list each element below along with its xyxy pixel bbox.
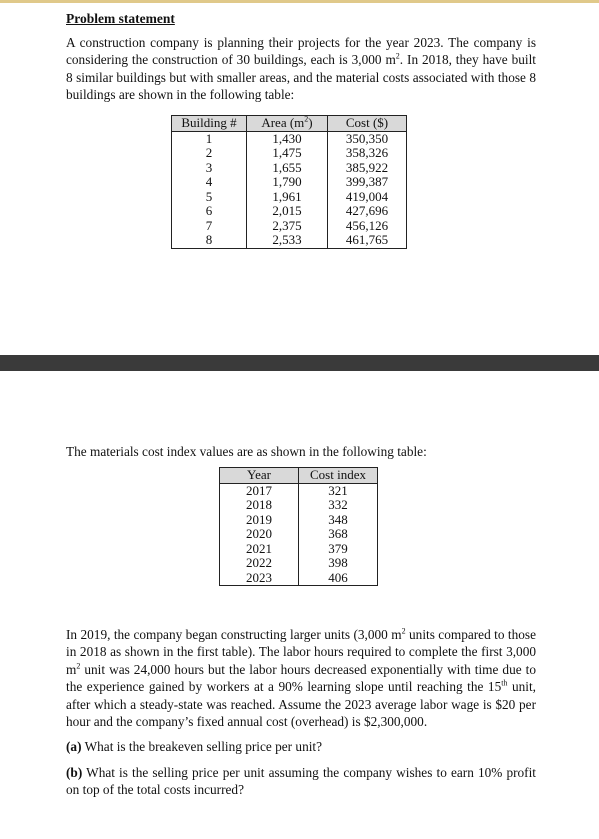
table-cell: 348: [299, 513, 378, 528]
table-cell: 427,696: [328, 204, 407, 219]
table-cell: 4: [172, 175, 247, 190]
intro-text-2: . In 2018, they have built 8 similar buildings but with smaller areas, and the material costs associated with those 8 buildings are shown in the following table:: [66, 52, 536, 103]
table-row: [220, 556, 378, 571]
table-cell: 2018: [220, 498, 299, 513]
table-row: [220, 542, 378, 557]
table-cell: 456,126: [328, 219, 407, 234]
table-cell: 406: [299, 571, 378, 586]
intro-sup-1: 2: [395, 51, 400, 61]
header-cost: Cost ($): [328, 116, 407, 132]
table-cell: 399,387: [328, 175, 407, 190]
table-cell: 8: [172, 233, 247, 248]
table-cell: 1: [172, 131, 247, 146]
table-row: [220, 513, 378, 528]
intro-text-1: A construction company is planning their projects for the year 2023. The company is considering the construction of 30 buildings, each is 3,000 m: [66, 35, 536, 68]
table-row: [172, 131, 407, 146]
table-cell: 2022: [220, 556, 299, 571]
table-row: [220, 483, 378, 498]
labor-paragraph: In 2019, the company began constructing larger units (3,000 $m^2$ units compared to those in 2018 as shown in the first table). The labor hours required to complete the first 3,000 $m^2$ unit was 24,000 hours but the labor hours decreased exponentially with time due to the experience gained by workers at a 90% learning slope until reaching the 15th unit, after which a steady-state was reached. Assume the 2023 average labor wage is $20 per hour and the company’s fixed annual cost (overhead) is $2,300,000.: [66, 626, 536, 730]
header-year: Year: [220, 468, 299, 484]
table-header-row: [172, 116, 407, 132]
cost-index-table: [219, 467, 378, 586]
question-a: (a) What is the breakeven selling price per unit?: [66, 739, 323, 755]
table-cell: 1,430: [247, 131, 328, 146]
table-cell: 321: [299, 483, 378, 498]
table-cell: 2,533: [247, 233, 328, 248]
table-cell: 379: [299, 542, 378, 557]
table-cell: 1,475: [247, 146, 328, 161]
table-row: [172, 204, 407, 219]
table-cell: 368: [299, 527, 378, 542]
table-cell: 2: [172, 146, 247, 161]
header-cost-index: Cost index: [299, 468, 378, 484]
table-row: [172, 219, 407, 234]
intro-paragraph: [66, 34, 536, 104]
table-cell: 7: [172, 219, 247, 234]
section-title: Problem statement: [66, 11, 175, 26]
table-cell: 2020: [220, 527, 299, 542]
table-row: [172, 190, 407, 205]
table-cell: 332: [299, 498, 378, 513]
table-cell: 2,015: [247, 204, 328, 219]
table-row: [220, 498, 378, 513]
page-divider: [0, 355, 599, 371]
table-row: [172, 233, 407, 248]
question-b: (b) What is the selling price per unit assuming the company wishes to earn 10% profit on top of the total costs incurred?: [66, 764, 536, 798]
table-row: [172, 146, 407, 161]
table-cell: 358,326: [328, 146, 407, 161]
table-row: [220, 527, 378, 542]
table-header-row: [220, 468, 378, 484]
table-cell: 1,961: [247, 190, 328, 205]
buildings-table: [171, 115, 407, 249]
table-cell: 461,765: [328, 233, 407, 248]
table-cell: 1,790: [247, 175, 328, 190]
table-cell: 6: [172, 204, 247, 219]
table-cell: 2017: [220, 483, 299, 498]
table-cell: 5: [172, 190, 247, 205]
table-cell: 3: [172, 161, 247, 176]
table-cell: 350,350: [328, 131, 407, 146]
table-cell: 2023: [220, 571, 299, 586]
table-cell: 385,922: [328, 161, 407, 176]
page-upper: [66, 10, 536, 104]
table-row: [220, 571, 378, 586]
index-intro: The materials cost index values are as shown in the following table:: [66, 444, 427, 459]
table-cell: 1,655: [247, 161, 328, 176]
top-border: [0, 0, 599, 3]
table-cell: 398: [299, 556, 378, 571]
table-cell: 419,004: [328, 190, 407, 205]
page-lower: [66, 626, 536, 799]
table-cell: 2,375: [247, 219, 328, 234]
header-building: Building #: [172, 116, 247, 132]
table-cell: 2021: [220, 542, 299, 557]
table-row: [172, 175, 407, 190]
header-area: Area $(m^2)$: [247, 116, 328, 132]
table-cell: 2019: [220, 513, 299, 528]
table-row: [172, 161, 407, 176]
